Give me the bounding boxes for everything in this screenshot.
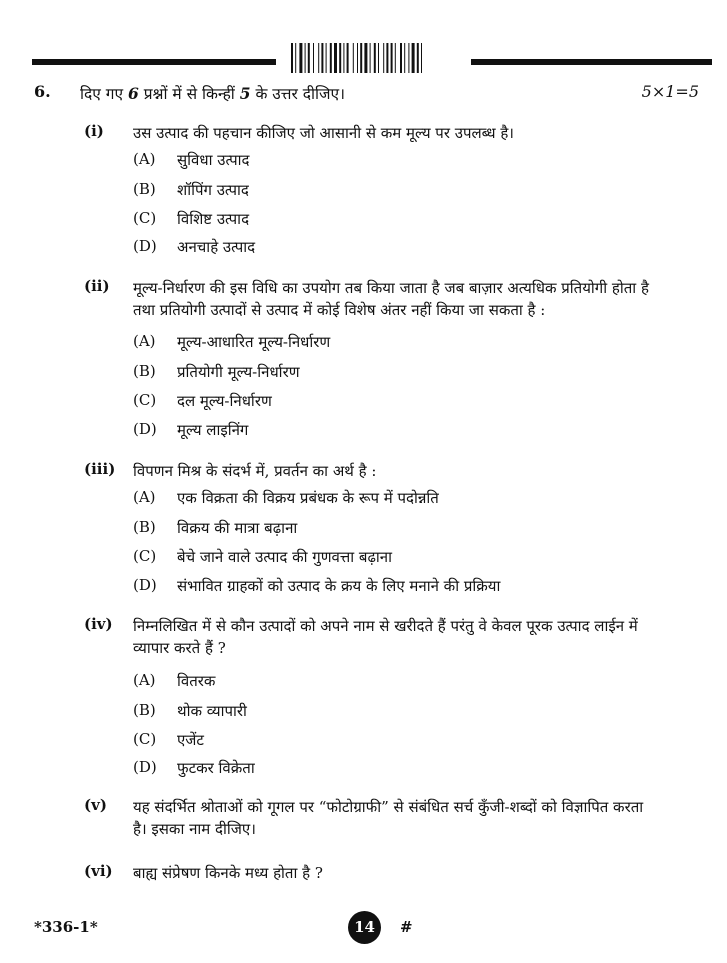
option-label: (B) bbox=[133, 362, 156, 380]
option-label: (D) bbox=[133, 420, 157, 438]
paper-code: *336-1* bbox=[34, 918, 98, 936]
option-label: (C) bbox=[133, 391, 157, 409]
option-text: एक विक्रता की विक्रय प्रबंधक के रूप में पदोन्नति bbox=[177, 489, 439, 507]
subquestion-text: यह संदर्भित श्रोताओं को गूगल पर “फोटोग्राफी” से संबंधित सर्च कुँजी-शब्दों को विज्ञापित करता है। इसका नाम दीजिए। bbox=[133, 798, 644, 838]
subquestion-text: विपणन मिश्र के संदर्भ में, प्रवर्तन का अर्थ है : bbox=[133, 462, 377, 480]
option-label: (B) bbox=[133, 701, 156, 719]
instruction-count-required: 5 bbox=[239, 84, 251, 103]
subquestion-label: (ii) bbox=[84, 277, 110, 295]
subquestion-label: (iii) bbox=[84, 460, 116, 478]
page-number: 14 bbox=[348, 911, 381, 944]
option-text: फुटकर विक्रेता bbox=[177, 759, 255, 777]
option-label: (A) bbox=[133, 332, 156, 350]
option-text: दल मूल्य-निर्धारण bbox=[177, 392, 272, 410]
option-text: संभावित ग्राहकों को उत्पाद के क्रय के लिए मनाने की प्रक्रिया bbox=[177, 577, 501, 595]
header-rule-right bbox=[471, 59, 712, 65]
instruction-text: दिए गए bbox=[80, 85, 128, 103]
option-label: (C) bbox=[133, 730, 157, 748]
option-text: बेचे जाने वाले उत्पाद की गुणवत्ता बढ़ाना bbox=[177, 548, 393, 566]
option-text: थोक व्यापारी bbox=[177, 702, 247, 720]
subquestion-text: उस उत्पाद की पहचान कीजिए जो आसानी से कम मूल्य पर उपलब्ध है। bbox=[133, 124, 514, 142]
option-text: सुविधा उत्पाद bbox=[177, 151, 250, 169]
footer-hash: # bbox=[400, 918, 413, 936]
subquestion-label: (vi) bbox=[84, 862, 113, 880]
option-label: (D) bbox=[133, 237, 157, 255]
option-text: शॉपिंग उत्पाद bbox=[177, 181, 249, 199]
option-text: वितरक bbox=[177, 672, 216, 690]
barcode bbox=[291, 43, 455, 73]
instruction-count-total: 6 bbox=[127, 84, 139, 103]
option-label: (B) bbox=[133, 180, 156, 198]
option-text: विशिष्ट उत्पाद bbox=[177, 210, 250, 228]
option-label: (B) bbox=[133, 518, 156, 536]
option-label: (A) bbox=[133, 488, 156, 506]
subquestion-text: मूल्य-निर्धारण की इस विधि का उपयोग तब किया जाता है जब बाज़ार अत्यधिक प्रतियोगी होता है तथा प्रतियोगी उत्पादों से उत्पाद में कोई विशेष अंतर नहीं किया जा सकता है : bbox=[133, 279, 649, 319]
subquestion-label: (i) bbox=[84, 122, 104, 140]
option-text: मूल्य-आधारित मूल्य-निर्धारण bbox=[177, 333, 331, 351]
option-text: अनचाहे उत्पाद bbox=[177, 238, 256, 256]
subquestion-label: (iv) bbox=[84, 615, 113, 633]
option-label: (C) bbox=[133, 209, 157, 227]
option-text: मूल्य लाइनिंग bbox=[177, 421, 249, 439]
option-label: (A) bbox=[133, 150, 156, 168]
header-rule-left bbox=[32, 59, 276, 65]
option-label: (D) bbox=[133, 758, 157, 776]
option-label: (D) bbox=[133, 576, 157, 594]
question-number: 6. bbox=[34, 82, 51, 101]
subquestion-label: (v) bbox=[84, 796, 107, 814]
instruction-text: के उत्तर दीजिए। bbox=[250, 85, 345, 103]
option-label: (A) bbox=[133, 671, 156, 689]
marks-allocation: 5×1=5 bbox=[641, 82, 699, 101]
question-instruction bbox=[80, 82, 345, 104]
subquestion-text: निम्नलिखित में से कौन उत्पादों को अपने नाम से खरीदते हैं परंतु वे केवल पूरक उत्पाद लाईन में व्यापार करते हैं ? bbox=[133, 617, 638, 657]
option-label: (C) bbox=[133, 547, 157, 565]
option-text: प्रतियोगी मूल्य-निर्धारण bbox=[177, 363, 300, 381]
instruction-text: प्रश्नों में से किन्हीं bbox=[138, 85, 240, 103]
option-text: विक्रय की मात्रा बढ़ाना bbox=[177, 519, 298, 537]
option-text: एजेंट bbox=[177, 731, 204, 749]
subquestion-text: बाह्य संप्रेषण किनके मध्य होता है ? bbox=[133, 864, 323, 882]
